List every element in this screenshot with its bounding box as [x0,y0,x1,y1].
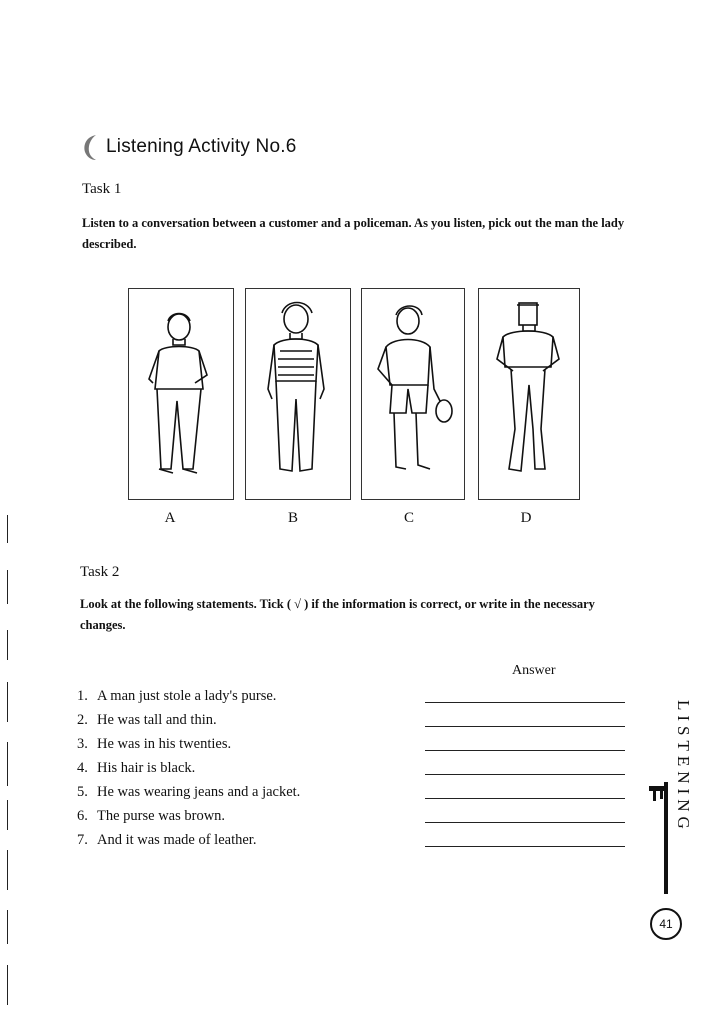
figure-letter-d: D [520,510,532,526]
edge-mark [7,910,8,944]
statement-row [77,684,300,708]
statement-text: He was in his twenties. [97,735,232,752]
answer-line[interactable] [425,846,625,847]
figure-c [361,288,465,500]
key-icon [645,780,675,910]
statement-row [77,756,300,780]
page-title: Listening Activity No.6 [106,136,297,157]
edge-mark [7,570,8,604]
task2-instruction: Look at the following statements. Tick ( √ ) if the information is correct, or write in the necessary changes. [80,597,595,632]
edge-mark [7,850,8,890]
statement-number: 5. [77,783,88,800]
answer-line[interactable] [425,750,625,751]
task1-instruction: Listen to a conversation between a customer and a policeman. As you listen, pick out the man the lady described. [82,216,625,251]
figure-letter-a: A [164,510,176,526]
statement-row [77,708,300,732]
answer-line[interactable] [425,702,625,703]
statement-text: A man just stole a lady's purse. [97,687,277,704]
man-with-racket-illustration-icon [362,289,464,499]
man-illustration-icon [129,289,233,499]
task1-label: Task 1 [82,181,122,197]
task2-label: Task 2 [80,564,120,580]
edge-mark [7,800,8,830]
figure-letter-b: B [287,510,298,526]
statement-list [77,684,300,852]
statement-row [77,804,300,828]
edge-mark [7,630,8,660]
edge-mark [7,682,8,722]
statement-number: 3. [77,735,88,752]
statement-row [77,828,300,852]
answer-line[interactable] [425,822,625,823]
crescent-decoration-icon [80,133,102,161]
statement-text: The purse was brown. [97,807,226,824]
man-illustration-icon [246,289,350,499]
statement-row [77,780,300,804]
answer-line[interactable] [425,726,625,727]
statement-number: 1. [77,687,88,704]
figure-letter-c: C [403,510,414,526]
statement-text: And it was made of leather. [97,831,257,848]
answer-line[interactable] [425,798,625,799]
statement-number: 7. [77,831,88,848]
statement-number: 4. [77,759,88,776]
man-illustration-icon [479,289,579,499]
sidebar-label: LISTENING [674,700,693,834]
answer-line[interactable] [425,774,625,775]
statement-number: 6. [77,807,88,824]
statement-number: 2. [77,711,88,728]
statement-text: He was wearing jeans and a jacket. [97,783,301,800]
statement-text: His hair is black. [97,759,196,776]
figure-b [245,288,351,500]
activity-title-block [80,132,296,162]
edge-mark [7,515,8,543]
answer-header: Answer [512,663,556,678]
figure-d [478,288,580,500]
page-number: 41 [650,908,682,940]
figure-a [128,288,234,500]
statement-text: He was tall and thin. [97,711,217,728]
statement-row [77,732,300,756]
edge-mark [7,965,8,1005]
edge-mark [7,742,8,786]
